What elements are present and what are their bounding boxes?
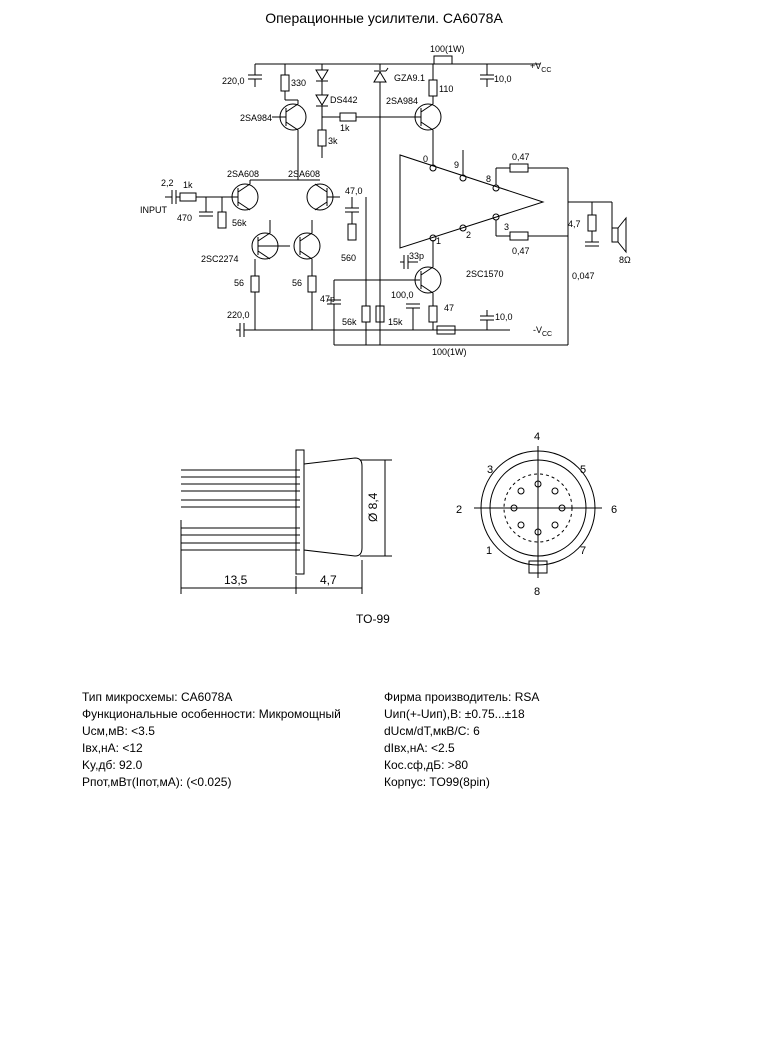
pin-8-label: 8 — [534, 586, 541, 598]
label-r047-top: 0,47 — [512, 152, 530, 162]
specs-right — [384, 689, 539, 791]
label-r47: 47 — [444, 303, 455, 313]
label-vcc-minus: $-V_{CC}$ — [533, 325, 553, 338]
label-pin1: 1 — [436, 236, 442, 246]
spec-package: Корпус: TO99(8pin) — [384, 775, 490, 789]
specs-left — [82, 689, 341, 791]
label-pin3: 3 — [504, 222, 510, 232]
label-r110: 110 — [439, 84, 454, 94]
label-r470: 470 — [177, 213, 193, 223]
label-2sa608-left: 2SA608 — [227, 169, 260, 179]
label-r560: 560 — [341, 253, 357, 263]
label-r56k-left: 56k — [232, 218, 247, 228]
pin-7-label: 7 — [580, 545, 587, 557]
label-zener: GZA9.1 — [394, 73, 426, 83]
label-c33p: 33p — [409, 251, 425, 261]
package-name: TO-99 — [356, 612, 390, 626]
label-pin8: 8 — [486, 174, 492, 184]
label-c100: 100,0 — [391, 290, 414, 300]
spec-gain: Ky,дб: 92.0 — [82, 758, 143, 772]
label-2sa984-right: 2SA984 — [386, 96, 419, 106]
label-r1k-in: 1k — [183, 180, 193, 190]
pin-5-label: 5 — [580, 464, 587, 476]
label-cap220-bot: 220,0 — [227, 310, 250, 320]
dim-body: 4,7 — [320, 573, 337, 587]
label-cap220-top: 220,0 — [222, 76, 245, 86]
spec-offset-voltage: Uсм,мВ: <3.5 — [82, 724, 155, 738]
label-2sc2274: 2SC2274 — [201, 254, 239, 264]
label-r56-left: 56 — [234, 278, 245, 288]
label-r047-bot: 0,47 — [512, 246, 530, 256]
spec-input-current: Iвх,нА: <12 — [82, 741, 143, 755]
label-r1k-top: 1k — [340, 123, 350, 133]
label-r100-bot: 100(1W) — [432, 347, 467, 357]
label-r15k: 15k — [388, 317, 403, 327]
pin-6-label: 6 — [611, 504, 618, 516]
label-ds442: DS442 — [330, 95, 358, 105]
label-c10-bot: 10,0 — [495, 312, 513, 322]
label-r3k: 3k — [328, 136, 338, 146]
pin-4-label: 4 — [534, 431, 541, 443]
label-r330: 330 — [291, 78, 307, 88]
spec-input-offset-current: dIвх,нА: <2.5 — [384, 741, 455, 755]
spec-features: Функциональные особенности: Микромощный — [82, 707, 341, 721]
pin-1-label: 1 — [486, 545, 493, 557]
label-pin2: 2 — [466, 230, 472, 240]
label-2sa608-right: 2SA608 — [288, 169, 321, 179]
page-title: Операционные усилители. CA6078A — [265, 10, 503, 26]
spec-power: Pпот,мВт(Iпот,мА): (<0.025) — [82, 775, 232, 789]
label-c47p: 47p — [320, 294, 336, 304]
pin-2-label: 2 — [456, 504, 463, 516]
label-c10-top: 10,0 — [494, 74, 512, 84]
label-cap47: 47,0 — [345, 186, 363, 196]
spec-supply-voltage: Uип(+-Uип),В: ±0.75...±18 — [384, 707, 525, 721]
label-input: INPUT — [140, 205, 167, 215]
label-r100-top: 100(1W) — [430, 44, 465, 54]
label-2sa984-left: 2SA984 — [240, 113, 273, 123]
label-r56-right: 56 — [292, 278, 303, 288]
label-pin9: 9 — [454, 160, 460, 170]
label-2sc1570: 2SC1570 — [466, 269, 504, 279]
spec-manufacturer: Фирма производитель: RSA — [384, 690, 540, 704]
label-c22: 2,2 — [161, 178, 174, 188]
pin-3-label: 3 — [487, 464, 494, 476]
label-c0047: 0,047 — [572, 271, 595, 281]
label-vcc-plus: $+V_{CC}$ — [530, 61, 552, 74]
label-speaker: 8Ω — [619, 255, 631, 265]
spec-drift: dUсм/dT,мкВ/С: 6 — [384, 724, 480, 738]
spec-type: Тип микросхемы: CA6078A — [82, 690, 233, 704]
dim-diameter: Ø 8,4 — [366, 492, 380, 522]
label-r47-out: 4,7 — [568, 219, 581, 229]
spec-cmrr: Кос.сф,дБ: >80 — [384, 758, 469, 772]
dim-length: 13,5 — [224, 573, 248, 587]
package-side-view — [181, 450, 392, 594]
label-r56k-bot: 56k — [342, 317, 357, 327]
label-pin0: 0 — [423, 154, 429, 164]
